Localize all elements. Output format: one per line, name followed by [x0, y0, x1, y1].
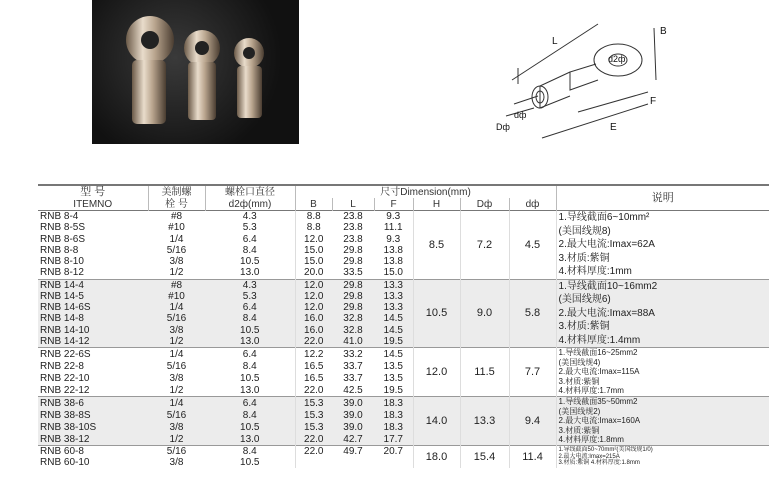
- cell-item-no: RNB 8-4: [38, 211, 148, 223]
- cell-dim-B: 12.0: [295, 302, 332, 313]
- cell-dim-L: 33.7: [332, 372, 374, 384]
- cell-dim-L: 32.8: [332, 325, 374, 336]
- cell-item-no: RNB 8-10: [38, 256, 148, 267]
- cell-us-screw: 5/16: [148, 409, 205, 421]
- note-line: 1.导线截面50~70mm²(美国线规1/0): [558, 446, 653, 453]
- cell-D-outer: 15.4: [460, 446, 509, 469]
- cell-dim-L: 39.0: [332, 421, 374, 433]
- note-line: 4.材料厚度:1.8mm: [558, 435, 624, 445]
- note-line: 3.材质:紫铜: [558, 425, 600, 435]
- cell-bolt-diameter: 13.0: [205, 433, 295, 446]
- header-dimension: 尺寸Dimension(mm): [295, 185, 556, 198]
- cell-bolt-diameter: 13.0: [205, 336, 295, 348]
- cell-bolt-diameter: 10.5: [205, 457, 295, 468]
- cell-dim-B: 12.0: [295, 279, 332, 291]
- cell-us-screw: 3/8: [148, 372, 205, 384]
- header-us-screw-cn1: 美制螺: [148, 185, 205, 198]
- cell-item-no: RNB 60-8: [38, 446, 148, 458]
- cell-dim-B: 20.0: [295, 267, 332, 279]
- header-item-en: ITEMNO: [73, 198, 113, 210]
- cell-dim-F: 13.3: [374, 291, 413, 302]
- cell-dim-F: 14.5: [374, 313, 413, 324]
- cell-bolt-diameter: 10.5: [205, 256, 295, 267]
- note-line: 2.最大电流:Imax=62A: [558, 239, 655, 251]
- notes-cell: [556, 211, 769, 280]
- cell-dim-F: 14.5: [374, 325, 413, 336]
- cell-dim-B: 12.0: [295, 291, 332, 302]
- cell-dim-F: 13.8: [374, 256, 413, 267]
- notes-cell: [556, 446, 769, 469]
- cell-us-screw: 1/4: [148, 397, 205, 410]
- cell-dim-L: 49.7: [332, 446, 374, 458]
- note-line: 1.导线截面6~10mm²: [558, 212, 650, 224]
- cell-us-screw: 1/4: [148, 348, 205, 361]
- cell-bolt-diameter: 10.5: [205, 325, 295, 336]
- cell-dim-B: 22.0: [295, 446, 332, 458]
- cell-item-no: RNB 14-10: [38, 325, 148, 336]
- header-col-L: L: [332, 198, 374, 211]
- cell-dim-B: 22.0: [295, 336, 332, 348]
- cell-us-screw: 1/2: [148, 384, 205, 397]
- cell-us-screw: 5/16: [148, 446, 205, 458]
- cell-d-inner: 7.7: [509, 348, 556, 397]
- cell-us-screw: #10: [148, 291, 205, 302]
- cell-dim-B: 8.8: [295, 222, 332, 233]
- dimension-diagram: [478, 0, 678, 150]
- cell-dim-B: 12.2: [295, 348, 332, 361]
- cell-d-inner: 5.8: [509, 279, 556, 348]
- cell-dim-B: 15.0: [295, 245, 332, 256]
- header-item-cn: 型 号: [80, 186, 106, 198]
- cell-dim-L: 23.8: [332, 234, 374, 245]
- header-bolt-cn: 螺栓口直径: [205, 185, 295, 198]
- table-row: [38, 348, 769, 361]
- header-us-screw-cn2: 栓 号: [148, 198, 205, 211]
- cell-dim-L: 29.8: [332, 302, 374, 313]
- cell-dim-F: 9.3: [374, 234, 413, 245]
- cell-dim-B: 22.0: [295, 433, 332, 446]
- cell-bolt-diameter: 10.5: [205, 421, 295, 433]
- cell-H: 12.0: [413, 348, 460, 397]
- cell-dim-B: [295, 457, 332, 468]
- cell-us-screw: #8: [148, 211, 205, 223]
- cell-bolt-diameter: 6.4: [205, 302, 295, 313]
- cell-dim-L: 29.8: [332, 291, 374, 302]
- cell-dim-L: 39.0: [332, 409, 374, 421]
- notes-cell: [556, 397, 769, 446]
- cell-D-outer: 9.0: [460, 279, 509, 348]
- spec-group: [38, 397, 769, 446]
- spec-group: [38, 279, 769, 348]
- table-row: [38, 397, 769, 410]
- note-line: 1.导线截面10~16mm2: [558, 280, 658, 292]
- cell-dim-F: 13.5: [374, 360, 413, 372]
- note-line: (美国线规2): [558, 406, 601, 416]
- dim-label-L: L: [552, 36, 558, 47]
- cell-dim-F: 13.8: [374, 245, 413, 256]
- notes-cell: [556, 348, 769, 397]
- cell-dim-B: 8.8: [295, 211, 332, 223]
- cell-item-no: RNB 22-12: [38, 384, 148, 397]
- cell-dim-L: 29.8: [332, 245, 374, 256]
- cell-dim-L: 33.2: [332, 348, 374, 361]
- spec-table: [38, 184, 769, 468]
- spec-group: [38, 348, 769, 397]
- table-header: [38, 185, 769, 211]
- cell-us-screw: 5/16: [148, 245, 205, 256]
- cell-bolt-diameter: 4.3: [205, 211, 295, 223]
- note-line: 4.材料厚度:1mm: [558, 266, 632, 278]
- spec-group: [38, 211, 769, 280]
- note-line: 2.最大电流:Imax=115A: [558, 367, 640, 377]
- cell-us-screw: #8: [148, 279, 205, 291]
- ring-terminals-image: [92, 0, 299, 144]
- cell-dim-L: 23.8: [332, 211, 374, 223]
- header-col-B: B: [295, 198, 332, 211]
- cell-us-screw: 5/16: [148, 360, 205, 372]
- cell-us-screw: 3/8: [148, 325, 205, 336]
- header-col-H: H: [413, 198, 460, 211]
- header-col-d: dф: [509, 198, 556, 211]
- cell-H: 8.5: [413, 211, 460, 280]
- note-line: 1.导线截面16~25mm2: [558, 348, 638, 358]
- cell-item-no: RNB 14-8: [38, 313, 148, 324]
- cell-item-no: RNB 8-8: [38, 245, 148, 256]
- cell-dim-F: 13.3: [374, 302, 413, 313]
- cell-dim-B: 16.5: [295, 372, 332, 384]
- cell-D-outer: 11.5: [460, 348, 509, 397]
- note-line: 3.材质:紫铜: [558, 252, 610, 264]
- cell-item-no: RNB 38-10S: [38, 421, 148, 433]
- cell-us-screw: 1/4: [148, 302, 205, 313]
- table-row: [38, 446, 769, 458]
- cell-dim-F: 11.1: [374, 222, 413, 233]
- note-line: 4.材料厚度:1.4mm: [558, 334, 641, 346]
- header-col-D: Dф: [460, 198, 509, 211]
- cell-item-no: RNB 8-6S: [38, 234, 148, 245]
- cell-dim-L: 33.7: [332, 360, 374, 372]
- header-bolt-unit: d2ф(mm): [205, 198, 295, 211]
- cell-dim-F: 19.5: [374, 384, 413, 397]
- cell-bolt-diameter: 6.4: [205, 234, 295, 245]
- cell-dim-B: 15.0: [295, 256, 332, 267]
- cell-dim-F: 20.7: [374, 446, 413, 458]
- cell-item-no: RNB 14-5: [38, 291, 148, 302]
- table-row: [38, 279, 769, 291]
- cell-bolt-diameter: 4.3: [205, 279, 295, 291]
- cell-bolt-diameter: 13.0: [205, 267, 295, 279]
- cell-us-screw: 1/4: [148, 234, 205, 245]
- cell-dim-B: 15.3: [295, 421, 332, 433]
- cell-item-no: RNB 38-8S: [38, 409, 148, 421]
- cell-dim-L: 39.0: [332, 397, 374, 410]
- cell-dim-L: 32.8: [332, 313, 374, 324]
- cell-bolt-diameter: 13.0: [205, 384, 295, 397]
- cell-us-screw: 1/2: [148, 336, 205, 348]
- dim-label-d2: d2ф: [608, 54, 626, 64]
- cell-bolt-diameter: 8.4: [205, 360, 295, 372]
- cell-item-no: RNB 22-6S: [38, 348, 148, 361]
- cell-bolt-diameter: 6.4: [205, 348, 295, 361]
- cell-us-screw: 5/16: [148, 313, 205, 324]
- cell-H: 14.0: [413, 397, 460, 446]
- cell-dim-L: 33.5: [332, 267, 374, 279]
- cell-dim-L: 42.5: [332, 384, 374, 397]
- cell-item-no: RNB 60-10: [38, 457, 148, 468]
- cell-H: 18.0: [413, 446, 460, 469]
- table-row: [38, 211, 769, 223]
- cell-us-screw: #10: [148, 222, 205, 233]
- cell-item-no: RNB 14-4: [38, 279, 148, 291]
- note-line: 2.最大电流:Imax=88A: [558, 307, 655, 319]
- cell-d-inner: 4.5: [509, 211, 556, 280]
- cell-item-no: RNB 8-5S: [38, 222, 148, 233]
- spec-group: [38, 446, 769, 469]
- note-line: 2.最大电流:Imax=160A: [558, 416, 641, 426]
- cell-item-no: RNB 22-10: [38, 372, 148, 384]
- cell-us-screw: 3/8: [148, 457, 205, 468]
- notes-cell: [556, 279, 769, 348]
- dim-label-D: Dф: [496, 122, 510, 132]
- cell-dim-B: 15.3: [295, 409, 332, 421]
- cell-bolt-diameter: 10.5: [205, 372, 295, 384]
- note-line: 3.材质:紫铜 4.材料厚度:1.8mm: [558, 460, 640, 467]
- note-line: (美国线规8): [558, 225, 611, 237]
- cell-item-no: RNB 38-6: [38, 397, 148, 410]
- cell-bolt-diameter: 8.4: [205, 245, 295, 256]
- cell-dim-B: 15.3: [295, 397, 332, 410]
- cell-us-screw: 1/2: [148, 267, 205, 279]
- note-line: 1.导线截面35~50mm2: [558, 397, 638, 407]
- cell-dim-B: 16.5: [295, 360, 332, 372]
- dim-label-F: F: [650, 96, 657, 107]
- cell-D-outer: 7.2: [460, 211, 509, 280]
- cell-dim-B: 22.0: [295, 384, 332, 397]
- note-line: 3.材质:紫铜: [558, 376, 600, 386]
- cell-us-screw: 3/8: [148, 256, 205, 267]
- cell-dim-F: 15.0: [374, 267, 413, 279]
- cell-dim-L: 29.8: [332, 279, 374, 291]
- cell-item-no: RNB 14-6S: [38, 302, 148, 313]
- cell-dim-L: 29.8: [332, 256, 374, 267]
- dim-label-E: E: [610, 122, 617, 133]
- note-line: (美国线规6): [558, 294, 611, 306]
- cell-bolt-diameter: 8.4: [205, 446, 295, 458]
- header-notes: 说明: [556, 185, 769, 211]
- note-line: 3.材质:紫铜: [558, 321, 610, 333]
- cell-dim-B: 12.0: [295, 234, 332, 245]
- cell-dim-F: 19.5: [374, 336, 413, 348]
- note-line: 4.材料厚度:1.7mm: [558, 386, 624, 396]
- cell-item-no: RNB 8-12: [38, 267, 148, 279]
- cell-d-inner: 11.4: [509, 446, 556, 469]
- note-line: (美国线规4): [558, 357, 601, 367]
- cell-dim-L: 23.8: [332, 222, 374, 233]
- product-photo: [92, 0, 299, 144]
- cell-dim-B: 16.0: [295, 313, 332, 324]
- dim-label-B: B: [660, 26, 667, 37]
- cell-dim-F: 13.5: [374, 372, 413, 384]
- cell-dim-F: 18.3: [374, 409, 413, 421]
- cell-dim-F: 13.3: [374, 279, 413, 291]
- cell-D-outer: 13.3: [460, 397, 509, 446]
- cell-dim-B: 16.0: [295, 325, 332, 336]
- header-col-F: F: [374, 198, 413, 211]
- cell-bolt-diameter: 8.4: [205, 409, 295, 421]
- cell-bolt-diameter: 8.4: [205, 313, 295, 324]
- cell-dim-F: 14.5: [374, 348, 413, 361]
- cell-dim-L: [332, 457, 374, 468]
- note-line: 2.最大电流:Imax=215A: [558, 453, 620, 460]
- cell-dim-L: 41.0: [332, 336, 374, 348]
- cell-item-no: RNB 22-8: [38, 360, 148, 372]
- cell-H: 10.5: [413, 279, 460, 348]
- cell-dim-L: 42.7: [332, 433, 374, 446]
- cell-d-inner: 9.4: [509, 397, 556, 446]
- cell-dim-F: [374, 457, 413, 468]
- cell-dim-F: 18.3: [374, 421, 413, 433]
- cell-dim-F: 9.3: [374, 211, 413, 223]
- cell-item-no: RNB 14-12: [38, 336, 148, 348]
- cell-us-screw: 1/2: [148, 433, 205, 446]
- cell-bolt-diameter: 5.3: [205, 291, 295, 302]
- cell-bolt-diameter: 6.4: [205, 397, 295, 410]
- cell-dim-F: 17.7: [374, 433, 413, 446]
- cell-item-no: RNB 38-12: [38, 433, 148, 446]
- dim-label-d: dф: [514, 110, 527, 120]
- cell-us-screw: 3/8: [148, 421, 205, 433]
- cell-bolt-diameter: 5.3: [205, 222, 295, 233]
- cell-dim-F: 18.3: [374, 397, 413, 410]
